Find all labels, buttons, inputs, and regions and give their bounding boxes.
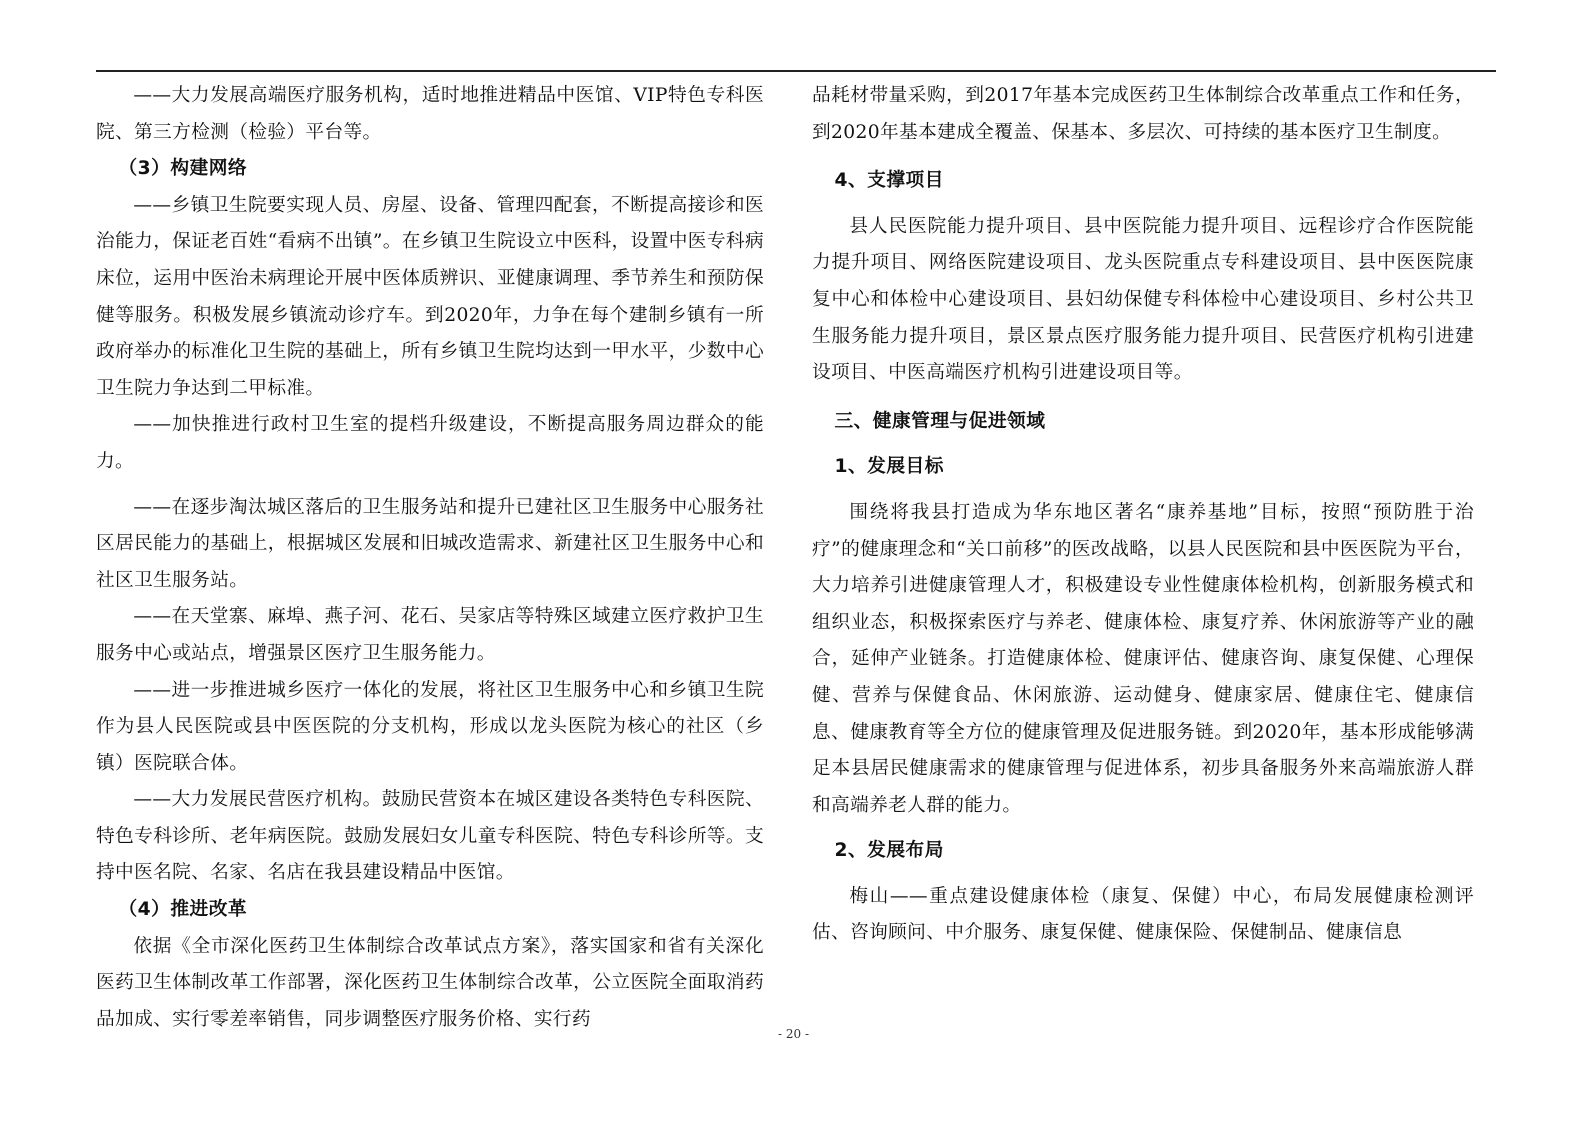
paragraph-village-clinics: ——加快推进行政村卫生室的提档升级建设，不断提高服务周边群众的能力。	[96, 414, 764, 472]
paragraph-township-hospitals: ——乡镇卫生院要实现人员、房屋、设备、管理四配套，不断提高接诊和医治能力，保证老百姓“看病不出镇”。在乡镇卫生院设立中医科，设置中医专科病床位，运用中医治未病理论开展中医体质辨识、亚健康调理、季节养生和预防保健等服务。积极发展乡镇流动诊疗车。到2020年，力争在每个建制乡镇有一所政府举办的标准化卫生院的基础上，所有乡镇卫生院均达到一甲水平，少数中心卫生院力争达到二甲标准。	[96, 194, 764, 399]
heading-development-goal: 1、发展目标	[834, 456, 944, 478]
heading-promote-reform: （4）推进改革	[118, 899, 248, 921]
paragraph-development-goal: 围绕将我县打造成为华东地区著名“康养基地”目标，按照“预防胜于治疗”的健康理念和“关口前移”的医改战略，以县人民医院和县中医医院为平台，大力培养引进健康管理人才，积极建设专业性健康体检机构，创新服务模式和组织业态，积极探索医疗与养老、健康体检、康复疗养、休闲旅游等产业的融合，延伸产业链条。打造健康体检、健康评估、健康咨询、康复保健、心理保健、营养与保健食品、休闲旅游、运动健身、健康家居、健康住宅、健康信息、健康教育等全方位的健康管理及促进服务链。到2020年，基本形成能够满足本县居民健康需求的健康管理与促进体系，初步具备服务外来高端旅游人群和高端养老人群的能力。	[812, 501, 1474, 816]
paragraph-support-projects: 县人民医院能力提升项目、县中医院能力提升项目、远程诊疗合作医院能力提升项目、网络医院建设项目、龙头医院重点专科建设项目、县中医医院康复中心和体检中心建设项目、县妇幼保健专科体检中心建设项目、乡村公共卫生服务能力提升项目，景区景点医疗服务能力提升项目、民营医疗机构引进建设项目、中医高端医疗机构引进建设项目等。	[812, 215, 1474, 384]
heading-support-projects: 4、支撑项目	[834, 170, 944, 192]
paragraph-scenic-areas: ——在天堂寨、麻埠、燕子河、花石、吴家店等特殊区域建立医疗救护卫生服务中心或站点，增强景区医疗卫生服务能力。	[96, 606, 764, 664]
heading-build-network: （3）构建网络	[118, 158, 248, 180]
paragraph-community-health: ——在逐步淘汰城区落后的卫生服务站和提升已建社区卫生服务中心服务社区居民能力的基础上，根据城区发展和旧城改造需求、新建社区卫生服务中心和社区卫生服务站。	[96, 496, 764, 591]
left-column	[96, 78, 764, 1038]
paragraph-meishan-layout: 梅山——重点建设健康体检（康复、保健）中心，布局发展健康检测评估、咨询顾问、中介服务、康复保健、健康保险、保健制品、健康信息	[812, 885, 1474, 944]
right-column	[812, 78, 1474, 952]
paragraph-high-end-services: ——大力发展高端医疗服务机构，适时地推进精品中医馆、VIP特色专科医院、第三方检测（检验）平台等。	[96, 85, 764, 143]
paragraph-private-institutions: ——大力发展民营医疗机构。鼓励民营资本在城区建设各类特色专科医院、特色专科诊所、老年病医院。鼓励发展妇女儿童专科医院、特色专科诊所等。支持中医名院、名家、名店在我县建设精品中医馆。	[96, 789, 764, 884]
header-rule	[96, 70, 1496, 72]
heading-development-layout: 2、发展布局	[834, 840, 944, 862]
heading-health-management: 三、健康管理与促进领域	[834, 410, 1046, 432]
paragraph-procurement-continued: 品耗材带量采购，到2017年基本完成医药卫生体制综合改革重点工作和任务，到2020年基本建成全覆盖、保基本、多层次、可持续的基本医疗卫生制度。	[812, 85, 1474, 143]
paragraph-integration: ——进一步推进城乡医疗一体化的发展，将社区卫生服务中心和乡镇卫生院作为县人民医院或县中医医院的分支机构，形成以龙头医院为核心的社区（乡镇）医院联合体。	[96, 679, 764, 774]
page-number: - 20 -	[777, 1027, 809, 1041]
paragraph-reform-basis: 依据《全市深化医药卫生体制综合改革试点方案》，落实国家和省有关深化医药卫生体制改革工作部署，深化医药卫生体制综合改革，公立医院全面取消药品加成、实行零差率销售，同步调整医疗服务价格、实行药	[96, 935, 764, 1030]
